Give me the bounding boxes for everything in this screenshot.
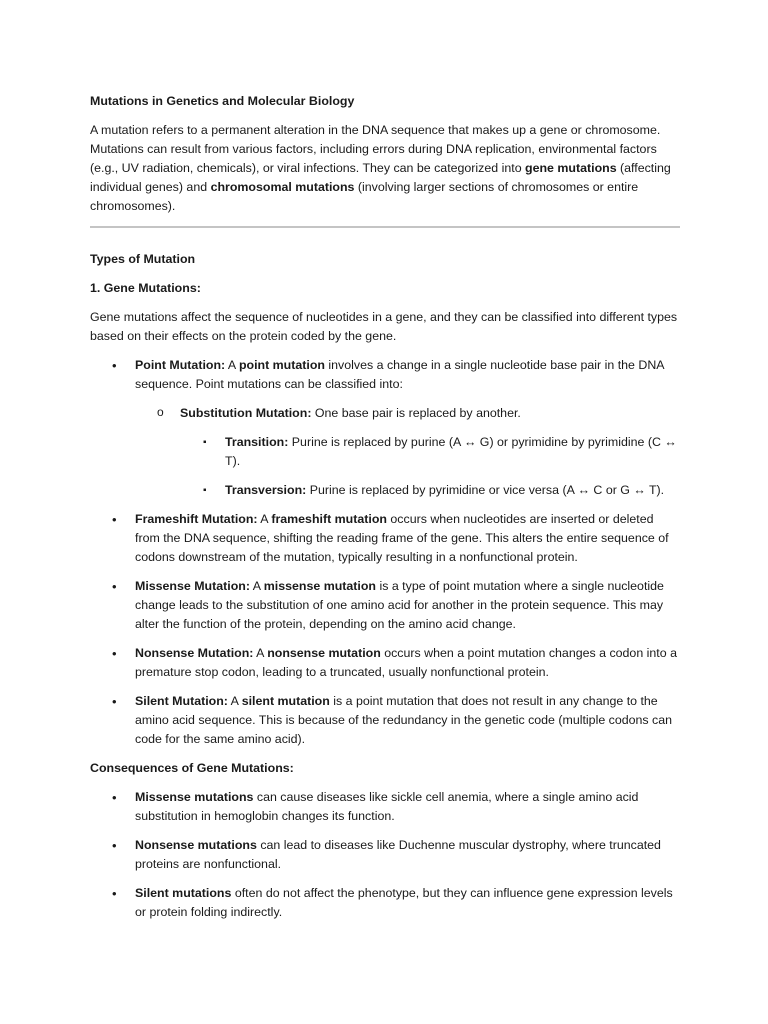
consequence-text: can lead to diseases like Duchenne muscular dystrophy, where truncated proteins are nonfunctional. [135, 838, 661, 871]
silent-label: Silent Mutation: [135, 694, 228, 708]
gene-mutations-heading: 1. Gene Mutations: [90, 281, 201, 295]
frameshift-term: frameshift mutation [271, 512, 387, 526]
horizontal-divider [90, 226, 680, 228]
gene-mutations-intro: Gene mutations affect the sequence of nucleotides in a gene, and they can be classified into different types based on their effects on the protein coded by the gene. [90, 310, 678, 343]
intro-text-3: (involving larger sections of chromosomes or entire chromosomes). [90, 180, 639, 213]
consequences-list [90, 788, 680, 922]
square-marker: ▪ [203, 437, 207, 448]
substitution-sublist [180, 433, 680, 500]
list-item-frameshift-mutation [90, 510, 680, 567]
list-item-substitution [135, 404, 680, 500]
nonsense-text-1: A [253, 646, 268, 660]
point-mutation-sublist [135, 404, 680, 500]
frameshift-text-1: A [257, 512, 272, 526]
list-item-point-mutation [90, 356, 680, 500]
bullet-marker: • [112, 838, 117, 853]
bullet-marker: • [112, 646, 117, 661]
transition-label: Transition: [225, 435, 289, 449]
frameshift-label: Frameshift Mutation: [135, 512, 258, 526]
transversion-label: Transversion: [225, 483, 307, 497]
silent-text-1: A [227, 694, 242, 708]
bullet-marker: • [112, 886, 117, 901]
list-item-consequence-missense [90, 788, 680, 826]
circle-marker: o [157, 405, 164, 419]
consequence-term: Missense mutations [135, 790, 254, 804]
point-text-2: involves a change in a single nucleotide base pair in the DNA sequence. Point mutations can be classified into: [135, 358, 664, 391]
intro-bold-gene-mutations: gene mutations [525, 161, 617, 175]
bullet-marker: • [112, 579, 117, 594]
missense-label: Missense Mutation: [135, 579, 250, 593]
gene-mutation-types-list [90, 356, 680, 749]
transition-text: Purine is replaced by purine (A ↔ G) or pyrimidine by pyrimidine (C ↔ T). [225, 435, 677, 468]
list-item-consequence-nonsense [90, 836, 680, 874]
bullet-marker: • [112, 790, 117, 805]
point-mutation-term: point mutation [238, 358, 325, 372]
missense-term: missense mutation [263, 579, 377, 593]
list-item-missense-mutation [90, 577, 680, 634]
missense-text-2: is a type of point mutation where a single nucleotide change leads to the substitution of one amino acid for another in the protein sequence. This may alter the function of the protein, depending on the amino acid change. [135, 579, 664, 631]
intro-text-1: A mutation refers to a permanent alteration in the DNA sequence that makes up a gene or chromosome. Mutations can result from various factors, including errors during DNA replication, environmental factors (e.g., UV radiation, chemicals), or viral infections. They can be categorized into [90, 123, 661, 175]
nonsense-label: Nonsense Mutation: [135, 646, 254, 660]
point-text-1: A [225, 358, 239, 372]
list-item-consequence-silent [90, 884, 680, 922]
transversion-text: Purine is replaced by pyrimidine or vice versa (A ↔ C or G ↔ T). [306, 483, 665, 497]
list-item-nonsense-mutation [90, 644, 680, 682]
frameshift-text-2: occurs when nucleotides are inserted or deleted from the DNA sequence, shifting the reading frame of the gene. This alters the entire sequence of codons downstream of the mutation, typically resulting in a nonfunctional protein. [135, 512, 669, 564]
list-item-transversion [180, 481, 680, 500]
document-title: Mutations in Genetics and Molecular Biology [90, 94, 355, 108]
bullet-marker: • [112, 694, 117, 709]
nonsense-text-2: occurs when a point mutation changes a codon into a premature stop codon, leading to a truncated, usually nonfunctional protein. [135, 646, 677, 679]
consequence-text: often do not affect the phenotype, but they can influence gene expression levels or protein folding indirectly. [135, 886, 673, 919]
nonsense-term: nonsense mutation [267, 646, 381, 660]
bullet-marker: • [112, 358, 117, 373]
document-body [90, 92, 680, 932]
substitution-label: Substitution Mutation: [180, 406, 312, 420]
list-item-silent-mutation [90, 692, 680, 749]
substitution-text: One base pair is replaced by another. [311, 406, 521, 420]
silent-term: silent mutation [241, 694, 330, 708]
point-mutation-label: Point Mutation: [135, 358, 226, 372]
missense-text-1: A [249, 579, 264, 593]
intro-text-2: (affecting individual genes) and [90, 161, 671, 194]
consequence-term: Silent mutations [135, 886, 232, 900]
consequence-text: can cause diseases like sickle cell anemia, where a single amino acid substitution in hemoglobin changes its function. [135, 790, 639, 823]
silent-text-2: is a point mutation that does not result in any change to the amino acid sequence. This is because of the redundancy in the genetic code (multiple codons can code for the same amino acid). [135, 694, 673, 746]
consequence-term: Nonsense mutations [135, 838, 257, 852]
intro-bold-chromosomal-mutations: chromosomal mutations [210, 180, 355, 194]
consequences-heading: Consequences of Gene Mutations: [90, 761, 294, 775]
list-item-transition [180, 433, 680, 471]
square-marker: ▪ [203, 485, 207, 496]
intro-paragraph [90, 121, 680, 216]
bullet-marker: • [112, 512, 117, 527]
types-heading: Types of Mutation [90, 252, 196, 266]
